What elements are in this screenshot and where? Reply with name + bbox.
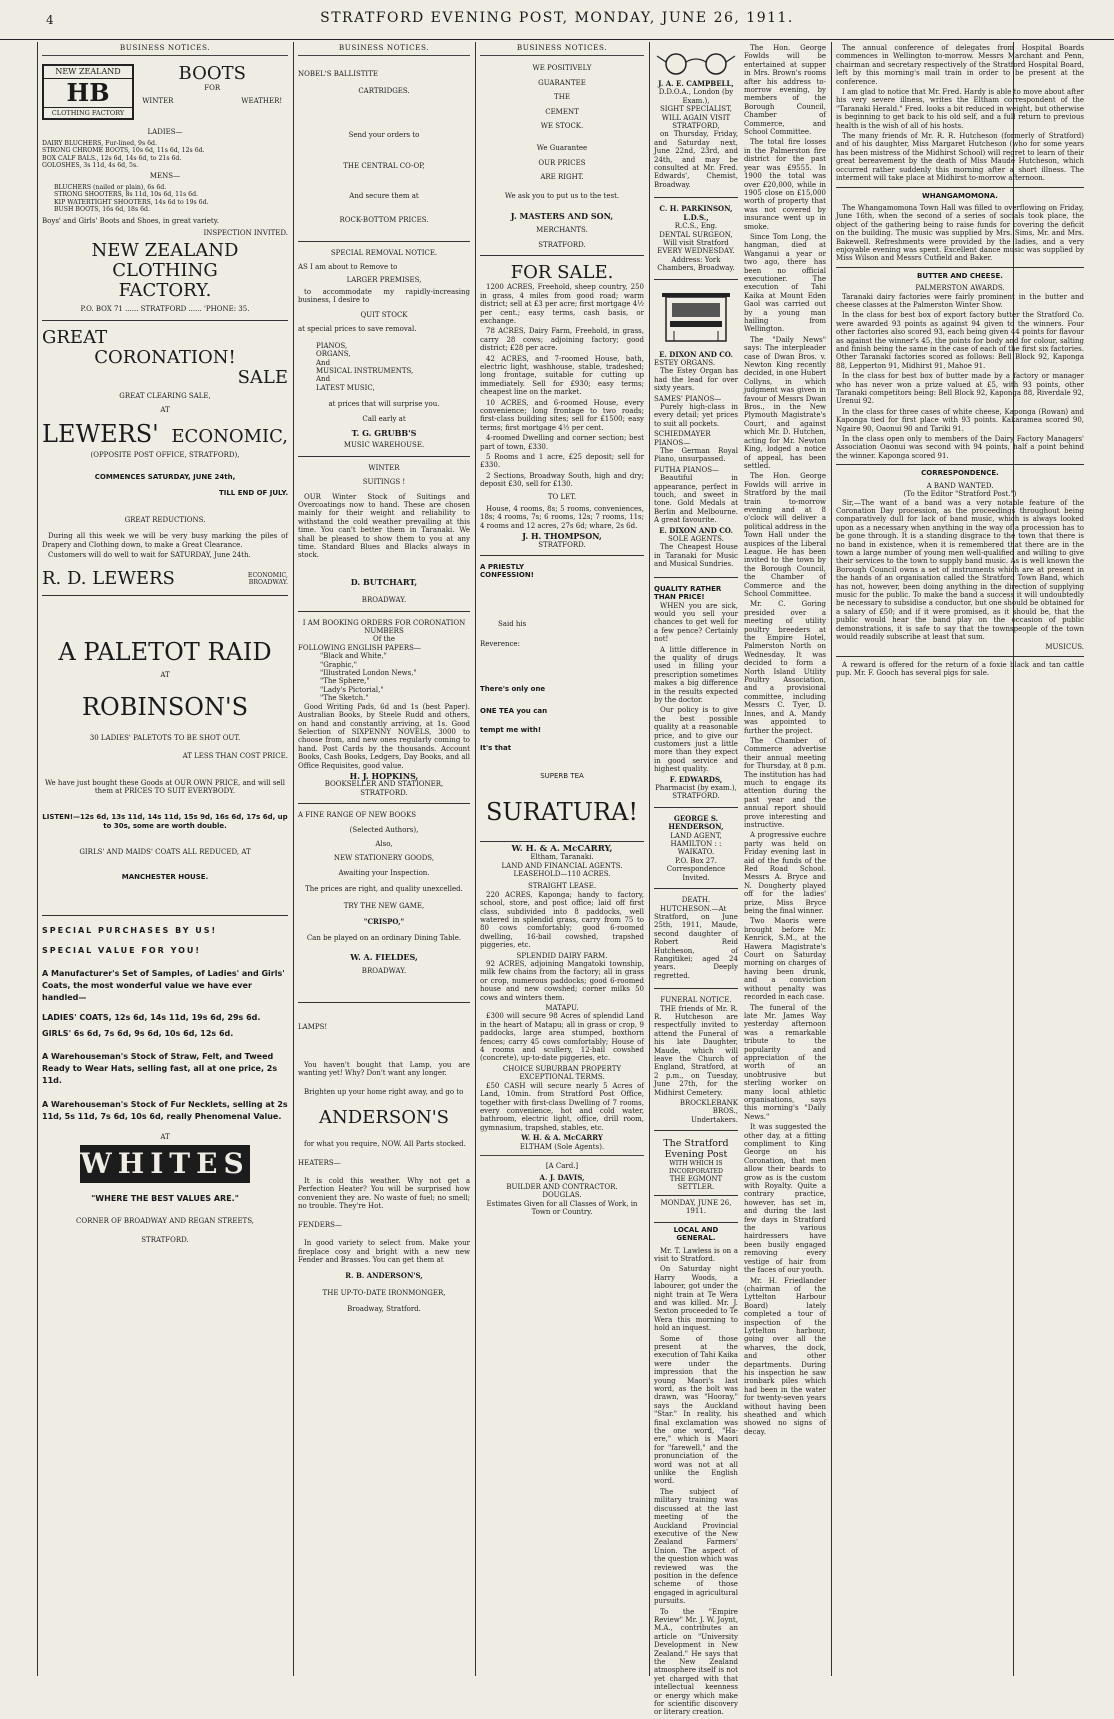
news-paragraph: The "Daily News" says: The interpleader case of Dwan Bros. v. Newton King recently decided, in one Hubert Collyns, in which judgment was given in favour of Messrs Dwan Bros., in the New Plymouth Magistrate's Court, and against which Mr. D. Hutchen, acting for Mr. Newton King, lodged a notice of appeal, has been settled.: [743, 335, 826, 470]
fieldes-line-3: Also,: [375, 839, 393, 848]
ad-campbell-sight-specialist: [654, 44, 738, 198]
anderson-line-4: It is cold this weather. Why not get a Perfection Heater? You will be surprised how convenient they are. No waste of fuel; no smell; no trouble. They're Hot.: [298, 1177, 470, 1211]
edwards-line: A little difference in the quality of drugs used in filling your prescription sometimes makes a big difference in the results expected by the doctor.: [654, 645, 738, 704]
dixon-line: Beautiful in appearance, perfect in touch, and sweet in tone. Gold Medals at Berlin and Melbourne. A great favourite.: [654, 474, 738, 525]
dixon-line: ESTEY ORGANS.: [654, 358, 716, 367]
parkinson-address: Address: York Chambers, Broadway.: [657, 255, 735, 273]
death-title: DEATH.: [681, 896, 711, 905]
local-and-general: [654, 1226, 738, 1717]
list-item: "Black and White,": [320, 652, 387, 661]
listing: 1200 ACRES, Freehold, sheep country, 250 in grass, 4 miles from good road; warm district; sell at £3 per acre; first mortgage 4½ per cent.; easy terms, cash basis, or exchange.: [480, 283, 644, 325]
removal-title: SPECIAL REMOVAL NOTICE.: [330, 248, 438, 257]
tea-line-6: ONE TEA you can: [480, 707, 548, 716]
nobel-line-1: NOBEL'S BALLISTITE: [298, 70, 378, 79]
anderson-line-3: for what you require, NOW. All Parts stocked.: [304, 1140, 466, 1149]
ad-whites: [42, 919, 288, 1244]
anderson-trade: THE UP-TO-DATE IRONMONGER,: [322, 1288, 446, 1297]
masters-line-4: CEMENT: [545, 107, 579, 116]
hopkins-line-2: Of the: [372, 635, 396, 644]
subheading: SPLENDID DAIRY FARM.: [516, 951, 608, 960]
fieldes-line-2: (Selected Authors),: [349, 825, 419, 834]
anderson-line-2: Brighten up your home right away, and go to: [304, 1087, 464, 1096]
hopkins-trade: BOOKSELLER AND STATIONER,: [324, 780, 444, 789]
anderson-line-5: In good variety to select from. Make your fireplace cosy and bright with a new new Fender and Brasses. You can get them at: [298, 1239, 470, 1264]
ad-lewers-coronation-sale: [42, 324, 288, 597]
list-item: BLUCHERS (nailed or plain), 6s 6d.: [54, 183, 167, 191]
butter-cheese-subtitle: PALMERSTON AWARDS.: [915, 284, 1005, 293]
news-column: [744, 44, 826, 1719]
dixon-line: FUTHA PIANOS—: [654, 465, 719, 474]
paper-egmont: THE EGMONT SETTLER.: [669, 1175, 723, 1192]
sale-heading: SALE: [237, 366, 288, 388]
hb-logo: [42, 64, 134, 120]
ad-fieldes-books: [298, 807, 470, 1002]
to-let-heading: TO LET.: [547, 492, 577, 501]
news-paragraph: On Saturday night Harry Woods, a labourer, got under the night train at Te Wera and was killed. Mr. J. Sexton proceeded to Te Wera this morning to hold an inquest.: [654, 1265, 738, 1333]
nobel-line-3: Send your orders to: [348, 131, 420, 140]
ad-grubb-removal: [298, 245, 470, 457]
letter-signature: MUSICUS.: [1045, 643, 1084, 652]
mens-heading: MENS—: [149, 172, 181, 181]
news-paragraph: The Chamber of Commerce advertise their annual meeting for Thursday, at 8 p.m. The institution has had much to engage its attention during the past year and the annual report should prove interesting and instructive.: [743, 736, 826, 829]
news-paragraph: To the "Empire Review" Mr. J. W. Joynt, M.A., contributes an article on "University Development in New Zealand." He says that the New Zealand atmosphere itself is not yet charged with that intellectual keenness or energy which make for scientific discovery or literary creation.: [654, 1607, 738, 1717]
news-paragraph: It was suggested the other day, at a fitting compliment to King George on his Coronation, that men allow their beards to grow as is the custom with Royalty. Quite a contrary practice, however, has set in, and during the last few days in Stratford the various hairdressers have been busily engaged removing every vestige of hair from the faces of our youth.: [743, 1123, 826, 1275]
crispo-game: "CRISPO,": [363, 917, 405, 926]
letter-heading: A BAND WANTED.: [926, 481, 994, 490]
ad-henderson-land-agent: [654, 811, 738, 889]
henderson-box: P.O. Box 27. Correspondence Invited.: [666, 856, 726, 882]
clothing-factory-name-2: FACTORY.: [118, 280, 212, 302]
news-paragraph: Mr. H. Friedlander (chairman of the Lyttelton Harbour Board) lately completed a tour of inspection of the Lyttelton harbour, going over all the wharves, the dock, and other departments. During his inspection he saw ironbark piles which had been in the water for twenty-seven years without having been sheathed and which showed no signs of decay.: [743, 1276, 826, 1436]
hopkins-line-1: I AM BOOKING ORDERS FOR CORONATION NUMBERS: [302, 618, 466, 636]
thompson-town: STRATFORD.: [538, 540, 586, 549]
dixon-line: The Estey Organ has had the lead for over sixty years.: [654, 367, 738, 393]
mccarry-sign: W. H. & A. McCARRY: [521, 1133, 603, 1143]
butchart-body: OUR Winter Stock of Suitings and Overcoatings now to hand. These are chosen mainly for their weight and reliability to withstand the cold weather prevailing at this time. You can't better them in Taranaki. We shall be pleased to show them to you at any time. Standard Blues and Blacks always in stock.: [298, 492, 470, 560]
subheading: STRAIGHT LEASE.: [527, 882, 597, 891]
at-word: AT: [160, 406, 170, 415]
news-paragraph: The many friends of Mr. R. R. Hutcheson (formerly of Stratford) and of his daughter, Miss Margaret Hutcheson (who for some years has been mistress of the Midhirst School) will regret to learn of their great bereavement by the death of Miss Maude Hutcheson, which occurred rather suddenly this morning after a short illness. The interment will take place at Midhirst to-morrow afternoon.: [836, 132, 1084, 183]
hopkins-body: Good Writing Pads, 6d and 1s (best Paper). Australian Books, by Steele Rudd and others, on hand and constantly arriving, at 1s. Good Selection of SIXPENNY NOVELS, 3000 to choose from, and new ones regularly coming to hand. Post Cards by the thousands. Account Books, Cash Books, Ledgers, Day Books, and all Office Requisites, good value.: [298, 702, 470, 770]
corner-line: CORNER OF BROADWAY AND REGAN STREETS,: [76, 1217, 254, 1226]
whites-logo: WHITES: [80, 1145, 250, 1183]
ad-thompson-for-sale: [480, 259, 644, 556]
listing: 2 Sections, Broadway South, high and dry; deposit £30, sell for £130.: [480, 471, 644, 489]
cost-price-line: AT LESS THAN COST PRICE.: [182, 752, 288, 761]
music-warehouse: MUSIC WAREHOUSE.: [343, 441, 425, 450]
news-paragraph: The subject of military training was discussed at the last meeting of the Auckland Provincial executive of the New Zealand Farmers' Union. The aspect of the question which was reviewed was the position in the defence scheme of those engaged in agricultural pursuits.: [654, 1487, 738, 1606]
list-item: DAIRY BLUCHERS, Fur-lined, 9s 6d.: [42, 139, 157, 147]
quit-stock: QUIT STOCK: [360, 310, 408, 319]
at-word: AT: [160, 671, 170, 680]
tea-line-3: Said his: [498, 619, 527, 628]
list-item: STRONG SHOOTERS, 8s 11d, 10s 6d, 11s 6d.: [54, 191, 199, 199]
dixon-line: SCHIEDMAYER PIANOS—: [654, 430, 711, 447]
bought-line: We have just bought these Goods at OUR OWN PRICE, and will sell them at PRICES TO SUIT EVERYBODY.: [44, 778, 286, 795]
henderson-town: HAMILTON : : WAIKATO.: [670, 840, 722, 857]
fieldes-name: W. A. FIELDES,: [350, 951, 418, 962]
section-header: BUSINESS NOTICES.: [480, 44, 644, 56]
column-2: [294, 42, 474, 1676]
news-paragraph: Taranaki dairy factories were fairly prominent in the butter and cheese classes at the Palmerston Winter Show.: [836, 292, 1084, 309]
masters-line-2: GUARANTEE: [538, 78, 586, 87]
ad-masters-cement: [480, 60, 644, 256]
news-paragraph: The annual conference of delegates from Hospital Boards commences in Wellington to-morrow. Messrs Marchant and Penn, chairman and secretary respectively of the Stratford Hospital Board, left by this morning's mail train in order to be present at the conference.: [836, 44, 1084, 86]
reductions-line: GREAT REDUCTIONS.: [124, 515, 206, 524]
classified-notice: A reward is offered for the return of a foxie black and tan cattle pup. Mr. F. Gooch has several pigs for sale.: [836, 656, 1084, 678]
ladies-list: [42, 140, 288, 170]
column-4: [650, 42, 830, 1717]
dixon-line: The German Royal Piano, unsurpassed.: [654, 447, 738, 464]
campbell-credentials: D.D.O.A., London (by Exam.),: [658, 88, 734, 105]
listing: £50 CASH will secure nearly 5 Acres of Land, 10min. from Stratford Post Office, together with first-class Dwelling of 7 rooms, every convenience, hot and cold water, bathroom, electric light, office, drill room, gymnasium, trapshed, stables, etc.: [480, 1081, 644, 1132]
ad-edwards-pharmacist: [654, 581, 738, 808]
factory-contact: P.O. BOX 71 ...... STRATFORD ...... 'PHONE: 35.: [80, 305, 250, 314]
list-item: "Graphic,": [320, 660, 357, 669]
list-item: "The Sphere,": [320, 677, 370, 686]
listing: 5 Rooms and 1 acre, £25 deposit; sell for £330.: [480, 453, 644, 470]
lamps-heading: LAMPS!: [298, 1022, 328, 1031]
news-paragraph: Mr. T. Lawless is on a visit to Stratford.: [654, 1246, 738, 1263]
list-item: "Illustrated London News,": [320, 669, 417, 678]
ad-andersons-lamps: [298, 1023, 470, 1314]
dixon-agents: SOLE AGENTS.: [668, 535, 724, 544]
clothing-factory-name: NEW ZEALAND CLOTHING: [91, 240, 239, 282]
suratura-name: SURATURA!: [485, 797, 639, 826]
edwards-title: QUALITY RATHER THAN PRICE!: [654, 584, 722, 602]
campbell-body: on Thursday, Friday, and Saturday next, June 22nd, 23rd, and 24th, and may be consulted at Mr. Fred. Edwards', Chemist, Broadway.: [654, 130, 738, 189]
ad-butchart-suitings: [298, 460, 470, 612]
whangamomona-title: WHANGAMOMONA.: [836, 187, 1084, 200]
list-item: ORGANS,: [316, 350, 351, 359]
fur-necklets-line: A Warehouseman's Stock of Fur Necklets, selling at 2s 11d, 5s 11d, 7s 6d, 10s 6d, really Phenomenal Value.: [42, 1099, 288, 1121]
ladies-coats-line: LADIES' COATS, 12s 6d, 14s 11d, 19s 6d, 29s 6d.: [42, 1012, 261, 1022]
masters-line-1: WE POSITIVELY: [532, 64, 592, 73]
card-tag: [A Card.]: [545, 1161, 579, 1170]
rd-lewers-name: R. D. LEWERS: [42, 568, 175, 590]
paper-nameplate: [654, 1134, 738, 1222]
for-sale-title: FOR SALE.: [510, 262, 614, 284]
tea-line-9: SUPERB TEA: [540, 772, 584, 781]
hb-logo-mid: HB: [66, 78, 110, 108]
masters-line-9: We ask you to put us to the test.: [504, 191, 620, 200]
instrument-list: [298, 342, 470, 392]
edwards-line: Our policy is to give the best possible quality at a reasonable price, and to give our customers just a little more than they expect in good service and highest quality.: [654, 706, 738, 774]
mccarry-trade: LAND AND FINANCIAL AGENTS.: [501, 861, 623, 870]
for-word: FOR: [204, 84, 221, 93]
ad-hopkins-coronation-numbers: [298, 615, 470, 805]
list-item: PIANOS,: [316, 341, 348, 350]
list-item: "Lady's Pictorial,": [320, 685, 384, 694]
edwards-credentials: Pharmacist (by exam.),: [655, 784, 737, 793]
mens-list: [42, 184, 288, 214]
masters-line-5: WE STOCK.: [540, 122, 584, 131]
butchart-address: BROADWAY.: [361, 596, 407, 605]
thompson-name: J. H. THOMPSON,: [522, 531, 602, 542]
masters-line-8: ARE RIGHT.: [540, 173, 584, 182]
tea-line-7: tempt me with!: [480, 725, 542, 734]
mccarry-lease: LEASEHOLD—110 ACRES.: [513, 869, 611, 878]
davis-estimates: Estimates Given for all Classes of Work, in Town or Country.: [486, 1199, 638, 1216]
coronation-heading: CORONATION!: [94, 346, 236, 368]
mccarry-name: W. H. & A. McCARRY,: [511, 843, 613, 854]
death-body: HUTCHESON.—At Stratford, on June 25th, 1911, Maude, second daughter of Robert Reid Hutcheson, of Rangitikei; aged 24 years. Deeply regretted.: [654, 904, 738, 980]
ad-suratura-tea: [480, 559, 644, 842]
organ-icon: [656, 291, 736, 347]
special-purchases-line: SPECIAL PURCHASES BY US!: [42, 926, 218, 935]
subheading: MATAPU.: [545, 1004, 579, 1013]
list-item: BUSH BOOTS, 16s 6d, 18s 6d.: [54, 206, 150, 214]
andersons-name: ANDERSON'S: [319, 1107, 449, 1129]
winter-word: WINTER: [368, 463, 400, 472]
commences-line: COMMENCES SATURDAY, JUNE 24th,: [94, 472, 236, 481]
edwards-line: WHEN you are sick, would you sell your chances to get well for a few pence? Certainly not!: [654, 601, 738, 644]
news-paragraph: The Hon. George Fowlds will be entertained at supper in Mrs. Brown's rooms after his address to-morrow evening, by members of the Borough Council, Chamber of Commerce, and School Committee.: [743, 44, 826, 137]
listing: House, 4 rooms, 8s; 5 rooms, conveniences, 18s; 4 rooms, 7s; 6 rooms, 12s; 7 rooms, 11s; 4 rooms and 12 acres, 27s 6d; whare, 2s 6d.: [480, 505, 644, 530]
fieldes-line-1: A FINE RANGE OF NEW BOOKS: [298, 811, 416, 820]
samples-line: A Manufacturer's Set of Samples, of Ladies' and Girls' Coats, the most wonderful value we have ever handled—: [42, 968, 285, 1002]
listing: 4-roomed Dwelling and corner section; best part of town, £330.: [480, 434, 644, 451]
broadway-word: BROADWAY.: [248, 579, 288, 587]
removal-line-3: to accommodate my rapidly-increasing business, I desire to: [298, 288, 470, 305]
fieldes-line-7: TRY THE NEW GAME,: [343, 901, 425, 910]
edwards-name: F. EDWARDS,: [669, 774, 723, 784]
ad-nobels-cartridges: [298, 60, 470, 241]
nobel-line-2: CARTRIDGES.: [358, 86, 410, 95]
removal-line-5: at special prices to save removal.: [298, 325, 417, 334]
fieldes-line-5: Awaiting your Inspection.: [338, 868, 430, 877]
edwards-town: STRATFORD.: [672, 792, 720, 801]
masters-town: STRATFORD.: [538, 240, 586, 249]
news-paragraph: The Whangamomona Town Hall was filled to overflowing on Friday, June 16th, when the second of a series of socials took place, the object of the gathering being to raise funds for covering the deficit on the building. The music was supplied by Mrs. Sims, Mr. and Mrs. Bakewell. Refreshments were provided by the ladies, and a very enjoyable evening was spent. Excellent dance music was supplied by Miss Wilson and Messrs Cutfield and Baker.: [836, 203, 1084, 263]
column-5: [832, 42, 1088, 1676]
heaters-heading: HEATERS—: [298, 1158, 341, 1167]
tea-line-8: It's that: [480, 743, 512, 752]
listing: 10 ACRES, and 6-roomed House, every convenience; long frontage to two roads; first-class building sites; sell for £1500; easy terms; first mortgage 4½ per cent.: [480, 398, 644, 432]
removal-line-2: LARGER PREMISES,: [346, 275, 422, 284]
funeral-role: Undertakers.: [691, 1115, 738, 1124]
dixon-name: E. DIXON AND CO.: [659, 349, 733, 359]
list-item: KIP WATERTIGHT SHOOTERS, 14s 6d to 19s 6d.: [54, 198, 209, 206]
butter-cheese-title: BUTTER AND CHEESE.: [836, 267, 1084, 280]
tea-line-1: A PRIESTLY: [480, 563, 525, 572]
fieldes-line-6: The prices are right, and quality unexcelled.: [305, 885, 463, 894]
girls-coats-line: GIRLS' 6s 6d, 7s 6d, 9s 6d, 10s 6d, 12s 6d.: [42, 1029, 234, 1039]
at-word: AT: [160, 1132, 170, 1141]
central-coop: THE CENTRAL CO-OP,: [343, 161, 425, 170]
henderson-trade: LAND AGENT,: [670, 831, 722, 840]
dixon-line: The Cheapest House in Taranaki for Music and Musical Sundries.: [654, 543, 738, 569]
listing: 92 ACRES, adjoining Mangatoki township, milk few chains from the factory; all in grass or crop, numerous paddocks; good 6-roomed house and new cowshed; corner milks 50 cows and winters them.: [480, 960, 644, 1002]
fieldes-line-9: Can be played on an ordinary Dining Table.: [306, 934, 462, 943]
nobel-line-5: And secure them at: [349, 192, 419, 201]
list-item: LATEST MUSIC,: [316, 383, 375, 392]
listen-line: LISTEN!—12s 6d, 13s 11d, 14s 11d, 15s 9d, 16s 6d, 17s 6d, up to 30s, some are worth double.: [42, 813, 288, 830]
campbell-name: J. A. E. CAMPBELL,: [658, 79, 734, 88]
mccarry-town: Eltham, Taranaki.: [530, 853, 594, 862]
econ-word: ECONOMIC,: [247, 571, 288, 579]
funeral-title: FUNERAL NOTICE.: [660, 996, 732, 1005]
column-1: [38, 42, 292, 1676]
anderson-full-name: R. B. ANDERSON'S,: [345, 1271, 423, 1281]
list-item: STRONG CHROME BOOTS, 10s 6d, 11s 6d, 12s 6d.: [42, 147, 205, 155]
clearing-line: GREAT CLEARING SALE,: [119, 391, 211, 400]
listing: 78 ACRES, Dairy Farm, Freehold, in grass, carry 28 cows; adjoining factory; good district; £28 per acre.: [480, 327, 644, 353]
special-value-line: SPECIAL VALUE FOR YOU!: [42, 946, 202, 956]
newspaper-title: STRATFORD EVENING POST, MONDAY, JUNE 26, 1911.: [320, 10, 794, 26]
list-item: And: [316, 375, 331, 384]
paletots-line: 30 LADIES' PALETOTS TO BE SHOT OUT.: [89, 733, 241, 742]
paper-with: WITH WHICH IS INCORPORATED: [669, 1160, 723, 1175]
paper-name: The Stratford Evening Post: [663, 1138, 729, 1161]
lewers-name: LEWERS': [42, 419, 159, 448]
list-item: GOLOSHES, 3s 11d, 4s 6d, 5s.: [42, 162, 139, 170]
section-header: BUSINESS NOTICES.: [42, 44, 288, 56]
removal-line-1: AS I am about to Remove to: [298, 263, 398, 272]
masters-line-6: We Guarantee: [536, 144, 588, 153]
list-item: BOX CALF BALS., 12s 6d, 14s 6d, to 21s 6d.: [42, 154, 182, 162]
campbell-visit: WILL AGAIN VISIT STRATFORD,: [661, 113, 731, 131]
winter-word: WINTER: [142, 96, 174, 105]
news-paragraph: Mr. C. Goring presided over a meeting of utility poultry breeders at the Empire Hotel, Palmerston North on Wednesday. It was decided to form a North Island Utility Poultry Association, and a provisional committee, including Messrs C. Tyer, D. Innes, and A. Mandy was appointed to further the project.: [743, 600, 826, 735]
ad-mccarry-land-agents: [480, 845, 644, 1217]
hb-logo-bottom: CLOTHING FACTORY: [44, 107, 132, 119]
fenders-heading: FENDERS—: [298, 1220, 342, 1229]
hopkins-line-3: FOLLOWING ENGLISH PAPERS—: [298, 643, 421, 652]
dixon-sign: E. DIXON AND CO.: [659, 525, 733, 535]
davis-trade: BUILDER AND CONTRACTOR.: [506, 1182, 618, 1191]
subheading: CHOICE SUBURBAN PROPERTY EXCEPTIONAL TERMS.: [502, 1064, 622, 1082]
ad-dixon-organs: [654, 283, 738, 578]
boys-line: Boys' and Girls' Boots and Shoes, in great variety.: [42, 217, 219, 226]
manchester-house: MANCHESTER HOUSE.: [121, 872, 209, 881]
funeral-body: THE friends of Mr. R. R. Hutcheson are respectfully invited to attend the Funeral of his late Daughter, Maude, which will leave the Church of England, Stratford, at 2 p.m., on Tuesday, June 27th, for the Midhirst Cemetery.: [654, 1004, 738, 1097]
davis-town: DOUGLAS.: [542, 1191, 582, 1200]
anderson-address: Broadway, Stratford.: [347, 1305, 421, 1314]
listing: £300 will secure 98 Acres of splendid Land in the heart of Matapu; all in grass or crop, 9 paddocks, large area stumped, boxthorn fences; carry 45 cows comfortably; House of 4 rooms and scullery, 12-bail cowshed (concrete), up-to-date piggeries, etc.: [480, 1012, 644, 1063]
coats-reduced-line: GIRLS' AND MAIDS' COATS ALL REDUCED, AT: [79, 848, 251, 857]
henderson-name: GEORGE S. HENDERSON,: [668, 813, 724, 832]
robinsons-name: ROBINSON'S: [81, 692, 249, 721]
local-title: LOCAL AND GENERAL.: [673, 1225, 719, 1243]
davis-name: A. J. DAVIS,: [539, 1173, 585, 1183]
grubb-name: T. G. GRUBB'S: [351, 427, 417, 438]
notice-funeral: [654, 992, 738, 1131]
news-paragraph: A progressive euchre party was held on Friday evening last in aid of the funds of the Red Road School. Messrs A. Bryce and N. Dougherty played off for the ladies' prize, Miss Bryce being the final winner.: [743, 831, 826, 916]
parkinson-trade: DENTAL SURGEON,: [659, 230, 733, 239]
section-header: BUSINESS NOTICES.: [298, 44, 470, 56]
paper-date: MONDAY, JUNE 26, 1911.: [654, 1195, 738, 1216]
mccarry-sign-2: ELTHAM (Sole Agents).: [480, 1143, 644, 1156]
funeral-sign: BROCKLEBANK BROS.,: [679, 1099, 738, 1116]
dixon-line: SAMES' PIANOS—: [654, 394, 722, 403]
notice-death: [654, 892, 738, 989]
opposite-line: (OPPOSITE POST OFFICE, STRATFORD),: [90, 450, 240, 459]
tea-line-5: There's only one: [480, 684, 546, 693]
news-paragraph: Some of those present at the execution of Tahi Kaika were under the impression that the young Maori's last word, as the bolt was drawn, was "Hooray," says the Auckland "Star." In reality, his final exclamation was the one word, "Ha-ere," which is Maori for "farewell," and the pronunciation of the word was not at all unlike the English word.: [654, 1334, 738, 1486]
nobel-line-6: ROCK-BOTTOM PRICES.: [339, 216, 429, 225]
masters-line-7: OUR PRICES: [538, 158, 586, 167]
news-paragraph: Since Tom Long, the hangman, died at Wanganui a year or two ago, there has been no official executioner. The execution of Tahi Kaika at Mount Eden Gaol was carried out by a young man hailing from Wellington.: [743, 232, 826, 334]
great-heading: GREAT: [42, 326, 108, 348]
correspondence-title: CORRESPONDENCE.: [836, 464, 1084, 477]
news-paragraph: In the class for best box of export factory butter the Stratford Co. were awarded 93 points as against 94 given to the winners. Four other factories also scored 93, each being given 44 points for flavour as against the winner's 45, the points for body and for colour, salting and finish being the same in the case of each of the first six factories. Other Taranaki factories scored as follows: Bell Block 92, Kaponga 88, Lepperton 91, Midhirst 91, Mahoe 91.: [836, 311, 1084, 370]
removal-line-7: Call early at: [362, 414, 406, 423]
hopkins-name: H. J. HOPKINS,: [349, 770, 419, 781]
suitings-word: SUITINGS !: [362, 478, 406, 487]
fieldes-address: BROADWAY.: [361, 967, 407, 976]
economic-word: ECONOMIC,: [171, 425, 288, 447]
butchart-name: D. BUTCHART,: [350, 576, 418, 587]
list-item: And: [316, 358, 331, 367]
masters-trade: MERCHANTS.: [536, 226, 588, 235]
news-paragraph: I am glad to notice that Mr. Fred. Hardy is able to move about after his very severe illness, writes the Eltham correspondent of the "Taranaki Herald." Fred. looks a bit reduced in weight, but otherwise is beginning to get back to his old self, and a full return to previous health is the wish of all of his hosts.: [836, 88, 1084, 130]
list-item: MUSICAL INSTRUMENTS,: [316, 366, 414, 375]
fieldes-line-4: NEW STATIONERY GOODS,: [333, 854, 435, 863]
lewers-body: During all this week we will be very busy marking the piles of Drapery and Clothing down, to make a Great Clearance.: [42, 532, 288, 549]
listing: 42 ACRES, and 7-roomed House, bath, electric light, washhouse, stable, tradeshed; long frontage, suitable for cutting up immediately. Sell for £930; easy terms; cheapest line on the market.: [480, 354, 644, 397]
ad-nz-clothing-boots: [42, 60, 288, 320]
spectacles-icon: [656, 50, 736, 76]
parkinson-name: C. H. PARKINSON, L.D.S.,: [659, 204, 733, 222]
best-values-slogan: "WHERE THE BEST VALUES ARE.": [91, 1194, 239, 1204]
campbell-trade: SIGHT SPECIALIST,: [659, 105, 732, 114]
news-paragraph: The funeral of the late Mr. James Way yesterday afternoon was a remarkable tribute to the popularity and appreciation of the worth of an unobtrusive but sterling worker on many local athletic organisations, says this morning's "Daily News.": [743, 1003, 826, 1121]
column-3: [476, 42, 648, 1676]
list-item: "The Sketch.": [320, 694, 369, 703]
news-paragraph: In the class for best box of butter made by a factory or manager who has never won a prize valued at £5, with 93 points, other Taranaki competitors being: Bell Block 92, Kaponga 88, Riverdale 92, Urenui 92.: [836, 372, 1084, 406]
parkinson-body: Will visit Stratford EVERY WEDNESDAY.: [657, 238, 735, 256]
hats-line: A Warehouseman's Stock of Straw, Felt, and Tweed Ready to Wear Hats, selling fast, all at one price, 2s 11d.: [42, 1051, 278, 1085]
wait-line: Customers will do well to wait for SATURDAY, June 24th.: [48, 550, 251, 559]
inspection-line: INSPECTION INVITED.: [203, 228, 288, 237]
news-paragraph: The total fire losses in the Palmerston fire district for the past year was £9555. In 1900 the total was over £20,000, while in 1905 close on £15,000 worth of property that was not covered by insurance went up in smoke.: [743, 138, 826, 231]
papers-list: [298, 652, 470, 702]
paletot-raid-heading: A PALETOT RAID: [58, 638, 272, 667]
parkinson-credentials: R.C.S., Eng.: [674, 222, 718, 231]
masters-line-3: THE: [554, 93, 570, 102]
boots-heading: BOOTS: [178, 63, 246, 85]
hopkins-town: STRATFORD.: [360, 788, 408, 797]
ad-parkinson-dental: [654, 201, 738, 279]
ad-robinsons-paletot-raid: [42, 599, 288, 916]
news-paragraph: In the class for three cases of white cheese, Kaponga (Rowan) and Kaponga tied for first place with 93 points. Kakaramea scored 90, Ngaire 90, Oaonui 90 and Tariki 91.: [836, 407, 1084, 433]
page-number: 4: [46, 13, 54, 27]
news-paragraph: Two Maoris were brought before Mr. Kenrick, S.M., at the Hawera Magistrate's Court on Saturday morning on charges of having been drunk, and a conviction without penalty was recorded in each case.: [743, 917, 826, 1002]
removal-line-6: at prices that will surprise you.: [328, 400, 440, 409]
tea-line-2: CONFESSION!: [480, 571, 534, 580]
weather-word: WEATHER!: [241, 96, 283, 105]
till-line: TILL END OF JULY.: [218, 489, 288, 498]
letter-body: Sir,—The want of a band was a very notable feature of the Coronation Day procession, as the proceedings throughout being comparatively dull for lack of band music, which is always looked upon as a necessary when anything in the way of a procession has to be gone through. It is a standing disgrace to the town that there is no band in existence, when it is remembered that there are in the town a large number of young men well-qualified and willing to give their services to the town to supply band music. As is well known the Borough Council owns a set of instruments which are at present in the hands of an organisation called the Stratford Town Band, which has not, however, been doing anything in the direction of supplying music for the public. To make the band a success it will undoubtedly be necessary to subsidise a conductor, but one should be obtained for a salary of £50; and if it were promised, as it should be, that the public would hear the band play on the occasion of public demonstrations, it is safe to say that the townspeople of the town would readily subscribe at least that sum.: [836, 498, 1084, 641]
tea-line-4: Reverence:: [480, 640, 520, 649]
listing: 220 ACRES, Kaponga; handy to factory, school, store, and post office; laid off first class, subdivided into 8 paddocks, well watered in splendid grass, carry from 75 to 80 cows comfortably; good 6-roomed dwelling, 16-bail cowshed, trapshed piggeries, etc.: [480, 890, 644, 950]
ladies-heading: LADIES—: [147, 128, 183, 137]
news-paragraph: In the class open only to members of the Dairy Factory Managers' Association Oaonui was second with 94 points, half a point behind the winner. Kaponga scored 91.: [836, 435, 1084, 460]
dixon-line: Purely high-class in every detail; yet prices to suit all pockets.: [654, 402, 738, 428]
news-paragraph: The Hon. George Fowlds will arrive in Stratford by the mail train to-morrow evening and at 8 o'clock will deliver a political address in the Town Hall under the auspices of the Liberal League. He has been invited to the town by the Borough Council, the Chamber of Commerce and the School Committee.: [743, 472, 826, 598]
hb-logo-top: NEW ZEALAND: [44, 66, 132, 79]
masters-name: J. MASTERS AND SON,: [510, 211, 614, 222]
anderson-line-1: You haven't bought that Lamp, you are wanting yet! Why? Don't want any longer.: [298, 1061, 470, 1078]
masthead: [0, 0, 1114, 40]
letter-to: (To the Editor "Stratford Post."): [903, 490, 1017, 499]
town-line: STRATFORD.: [141, 1235, 189, 1244]
